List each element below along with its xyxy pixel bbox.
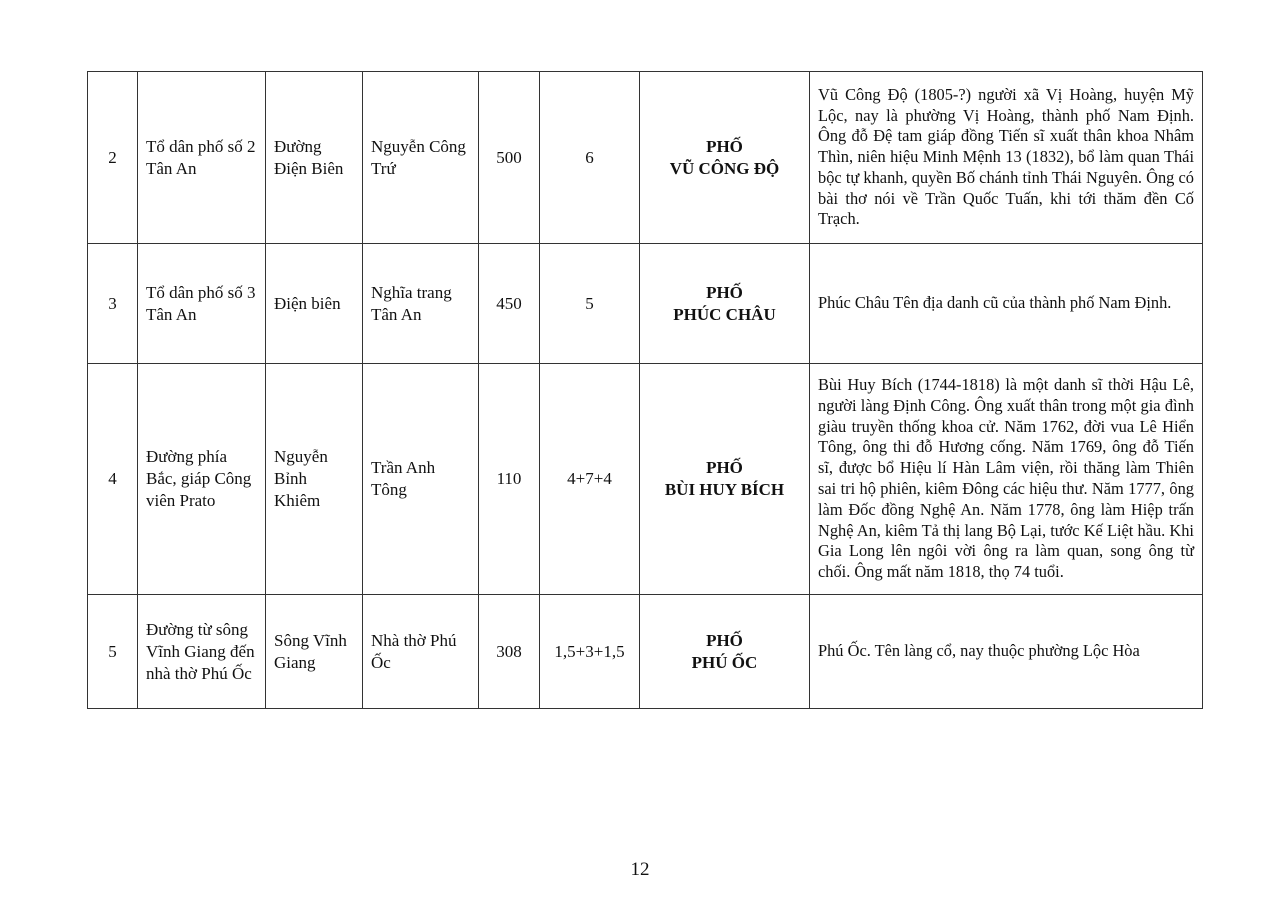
page-number: 12	[630, 859, 650, 880]
end-point-cell: Nghĩa trang Tân An	[363, 244, 479, 364]
description-cell: Bùi Huy Bích (1744-1818) là một danh sĩ thời Hậu Lê, người làng Định Công. Ông xuất thân trong một gia đình giàu truyền thống khoa cử. Năm 1762, đời vua Lê Hiển Tông, ông thi đỗ Hương cống. Năm 1769, ông đỗ Tiến sĩ, được bổ Hiệu lí Hàn Lâm viện, rồi thăng làm Thiên sai tri hộ phiên, kiêm Đông các hiệu thư. Năm 1777, ông làm Đốc đồng Nghệ An. Năm 1778, ông làm Hiệp trấn Nghệ An, kiêm Tả thị lang Bộ Lại, tước Kế Liệt hầu. Khi Gia Long lên ngôi vời ông ra làm quan, song ông từ chối. Ông mất năm 1818, thọ 74 tuổi.	[810, 364, 1203, 595]
street-name-label: VŨ CÔNG ĐỘ	[669, 158, 780, 178]
street-name-label: BÙI HUY BÍCH	[664, 480, 785, 499]
street-type-label: PHỐ	[706, 458, 743, 477]
street-type-label: PHỐ	[706, 136, 743, 156]
street-naming-table	[87, 71, 1203, 709]
length-cell: 450	[479, 244, 540, 364]
length-cell: 500	[479, 72, 540, 244]
start-point-cell: Nguyễn Bỉnh Khiêm	[266, 364, 363, 595]
location-cell: Đường phía Bắc, giáp Công viên Prato	[138, 364, 266, 595]
table-row	[88, 244, 1203, 364]
width-cell: 5	[540, 244, 640, 364]
end-point-cell: Trần Anh Tông	[363, 364, 479, 595]
row-number: 5	[88, 595, 138, 709]
location-cell: Đường từ sông Vĩnh Giang đến nhà thờ Phú Ốc	[138, 595, 266, 709]
street-name-label: PHÚC CHÂU	[673, 304, 776, 324]
location-cell: Tổ dân phố số 2 Tân An	[138, 72, 266, 244]
description-cell: Vũ Công Độ (1805-?) người xã Vị Hoàng, huyện Mỹ Lộc, nay là phường Vị Hoàng, thành phố Nam Định. Ông đỗ Đệ tam giáp đồng Tiến sĩ xuất thân khoa Nhâm Thìn, niên hiệu Minh Mệnh 13 (1832), bổ làm quan Thái bộc tự khanh, quyền Bố chánh tỉnh Thái Nguyên. Ông có bài thơ nói về Trần Quốc Tuấn, khi tới thăm đền Cố Trạch.	[810, 72, 1203, 244]
street-name-cell	[640, 244, 810, 364]
start-point-cell: Đường Điện Biên	[266, 72, 363, 244]
table-row	[88, 364, 1203, 595]
street-name-cell	[640, 595, 810, 709]
width-cell: 6	[540, 72, 640, 244]
end-point-cell: Nguyễn Công Trứ	[363, 72, 479, 244]
start-point-cell: Điện biên	[266, 244, 363, 364]
table-row	[88, 72, 1203, 244]
row-number: 4	[88, 364, 138, 595]
description-cell: Phú Ốc. Tên làng cổ, nay thuộc phường Lộc Hòa	[810, 595, 1203, 709]
start-point-cell: Sông Vĩnh Giang	[266, 595, 363, 709]
street-type-label: PHỐ	[706, 630, 743, 650]
width-cell: 4+7+4	[540, 364, 640, 595]
end-point-cell: Nhà thờ Phú Ốc	[363, 595, 479, 709]
location-cell: Tổ dân phố số 3 Tân An	[138, 244, 266, 364]
length-cell: 110	[479, 364, 540, 595]
row-number: 2	[88, 72, 138, 244]
width-cell: 1,5+3+1,5	[540, 595, 640, 709]
description-cell: Phúc Châu Tên địa danh cũ của thành phố Nam Định.	[810, 244, 1203, 364]
row-number: 3	[88, 244, 138, 364]
table-row	[88, 595, 1203, 709]
street-name-cell	[640, 72, 810, 244]
street-name-label: PHÚ ỐC	[691, 652, 758, 672]
street-type-label: PHỐ	[706, 282, 743, 302]
street-name-cell	[640, 364, 810, 595]
length-cell: 308	[479, 595, 540, 709]
